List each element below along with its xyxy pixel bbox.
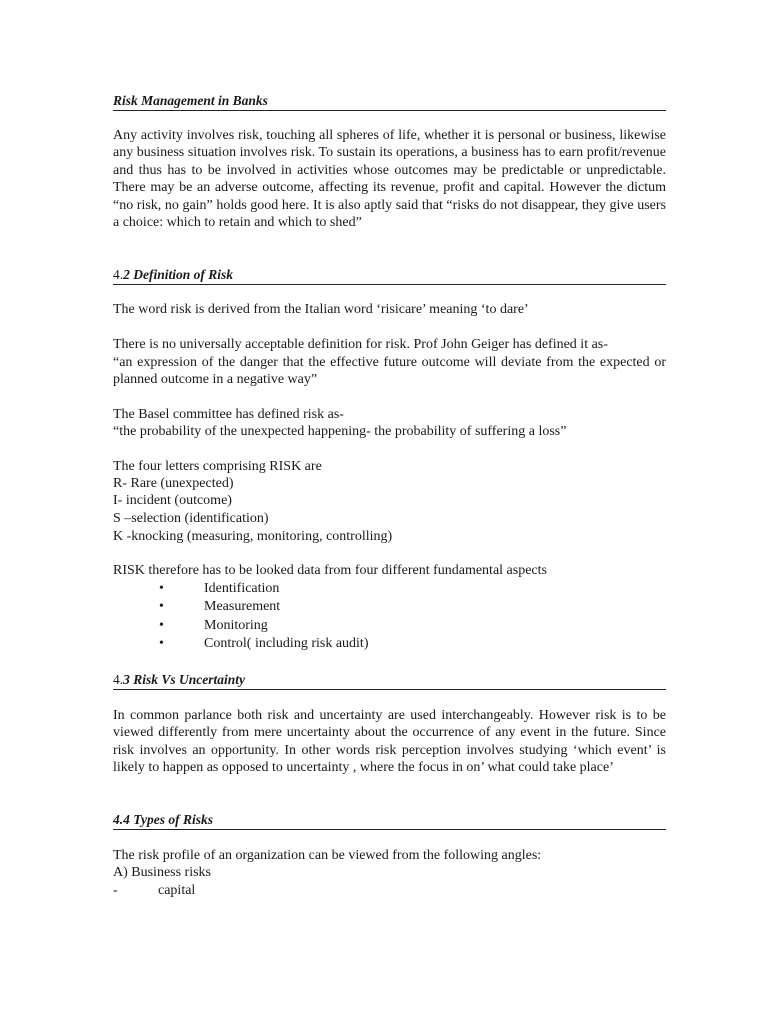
risk-letter-item: R- Rare (unexpected) xyxy=(113,476,234,491)
risk-profile-intro: The risk profile of an organization can be viewed from the following angles: xyxy=(113,848,542,863)
risk-vs-uncertainty-paragraph: In common parlance both risk and uncertainty are used interchangeably. However risk is to be viewed differently from mere uncertainty about the occurrence of any event in the future. Since risk involves an opportunity. In other words risk perception involves studying ‘which event’ is likely to happen as opposed to uncertainty , where the focus in on’ what could take place’ xyxy=(113,708,666,776)
business-risks-item: A) Business risks xyxy=(113,865,212,880)
bullet-icon: • xyxy=(159,581,164,596)
geiger-definition-quote: “an expression of the danger that the effective future outcome will deviate from the expected or planned outcome in a negative way” xyxy=(113,355,666,388)
etymology-paragraph: The word risk is derived from the Italian word ‘risicare’ meaning ‘to dare’ xyxy=(113,302,529,317)
aspects-intro: RISK therefore has to be looked data from four different fundamental aspects xyxy=(113,563,547,578)
risk-letters-intro: The four letters comprising RISK are xyxy=(113,459,322,474)
bullet-icon: • xyxy=(159,618,164,633)
section-4-2-heading: 4.2 Definition of Risk xyxy=(113,266,666,285)
bullet-icon: • xyxy=(159,636,164,651)
geiger-definition-intro: There is no universally acceptable definition for risk. Prof John Geiger has defined it as- xyxy=(113,337,608,352)
document-title: Risk Management in Banks xyxy=(113,92,666,111)
risk-letter-item: I- incident (outcome) xyxy=(113,493,232,508)
section-4-3-heading: 4.3 Risk Vs Uncertainty xyxy=(113,671,666,690)
intro-paragraph: Any activity involves risk, touching all spheres of life, whether it is personal or business, likewise any business situation involves risk. To sustain its operations, a business has to earn profit/revenue and thus has to be involved in activities whose outcomes may be predictable or unpredictable. There may be an adverse outcome, affecting its revenue, profit and capital. However the dictum “no risk, no gain” holds good here. It is also aptly said that “risks do not disappear, they give users a choice: which to retain and which to shed” xyxy=(113,128,666,231)
basel-definition-intro: The Basel committee has defined risk as- xyxy=(113,407,344,422)
bullet-icon: • xyxy=(159,599,164,614)
basel-definition-quote: “the probability of the unexpected happening- the probability of suffering a loss” xyxy=(113,424,567,439)
risk-letter-item: K -knocking (measuring, monitoring, controlling) xyxy=(113,529,393,544)
risk-letter-item: S –selection (identification) xyxy=(113,511,269,526)
section-4-4-heading: 4.4 Types of Risks xyxy=(113,811,666,830)
